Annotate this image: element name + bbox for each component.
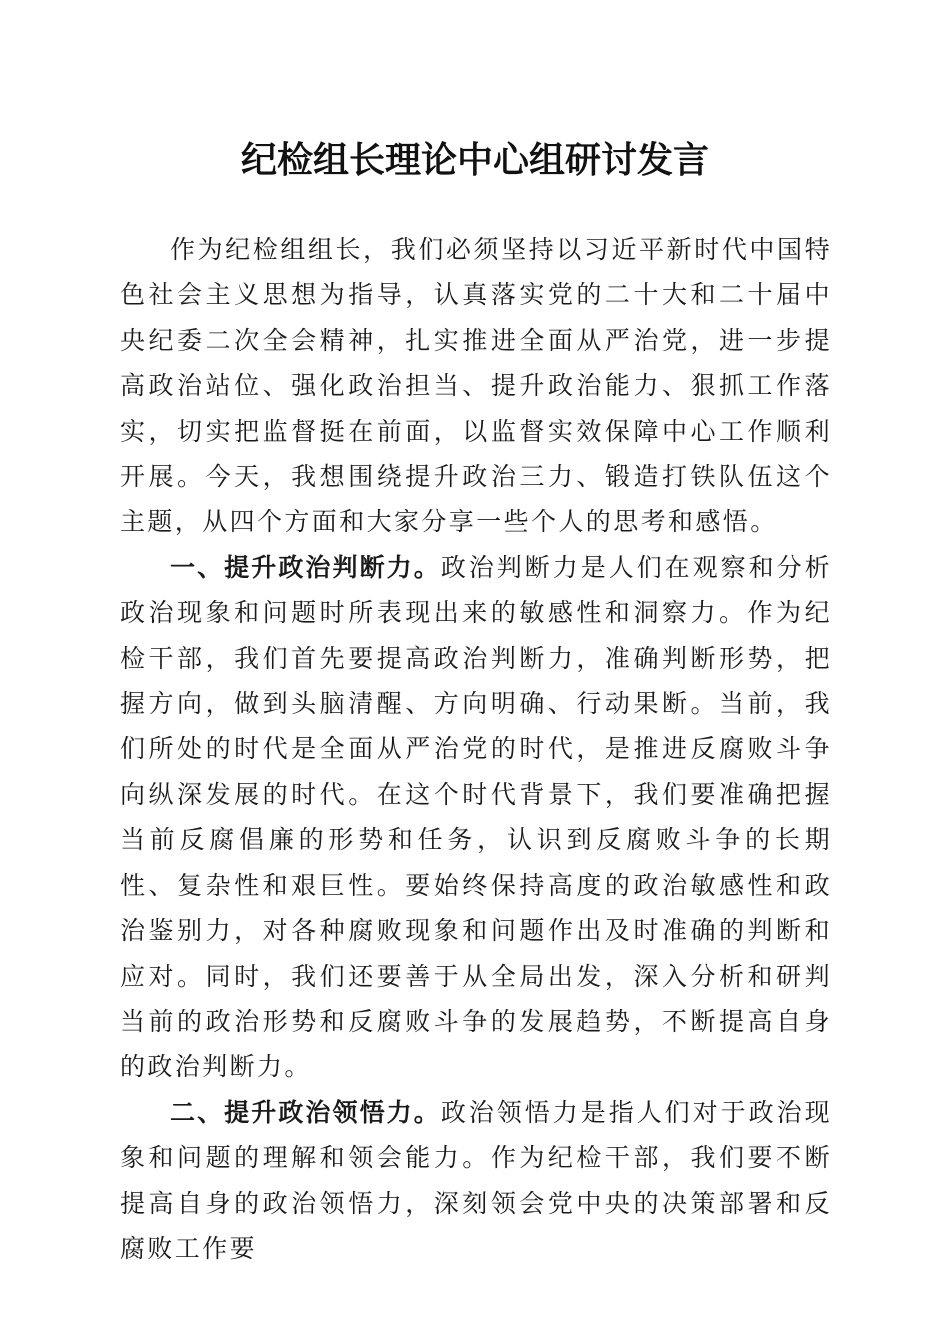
document-body xyxy=(120,227,832,1271)
intro-text: 作为纪检组组长，我们必须坚持以习近平新时代中国特色社会主义思想为指导，认真落实党的二十大和二十届中央纪委二次全会精神，扎实推进全面从严治党，进一步提高政治站位、强化政治担当、提升政治能力、狠抓工作落实，切实把监督挺在前面，以监督实效保障中心工作顺利开展。今天，我想围绕提升政治三力、锻造打铁队伍这个主题，从四个方面和大家分享一些个人的思考和感悟。 xyxy=(120,235,832,537)
section-heading-1: 一、提升政治判断力。 xyxy=(170,552,441,582)
section-paragraph-2 xyxy=(120,1090,832,1272)
section-heading-2: 二、提升政治领悟力。 xyxy=(170,1097,441,1127)
document-title: 纪检组长理论中心组研讨发言 xyxy=(240,139,709,181)
section-text-2: 政治领悟力是指人们对于政治现象和问题的理解和领会能力。作为纪检干部，我们要不断提高自身的政治领悟力，深刻领会党中央的决策部署和反腐败工作要 xyxy=(120,1097,832,1263)
section-text-1: 政治判断力是人们在观察和分析政治现象和问题时所表现出来的敏感性和洞察力。作为纪检干部，我们首先要提高政治判断力，准确判断形势，把握方向，做到头脑清醒、方向明确、行动果断。当前，我们所处的时代是全面从严治党的时代，是推进反腐败斗争向纵深发展的时代。在这个时代背景下，我们要准确把握当前反腐倡廉的形势和任务，认识到反腐败斗争的长期性、复杂性和艰巨性。要始终保持高度的政治敏感性和政治鉴别力，对各种腐败现象和问题作出及时准确的判断和应对。同时，我们还要善于从全局出发，深入分析和研判当前的政治形势和反腐败斗争的发展趋势，不断提高自身的政治判断力。 xyxy=(120,552,832,1082)
section-paragraph-1 xyxy=(120,545,832,1090)
intro-paragraph xyxy=(120,227,832,545)
